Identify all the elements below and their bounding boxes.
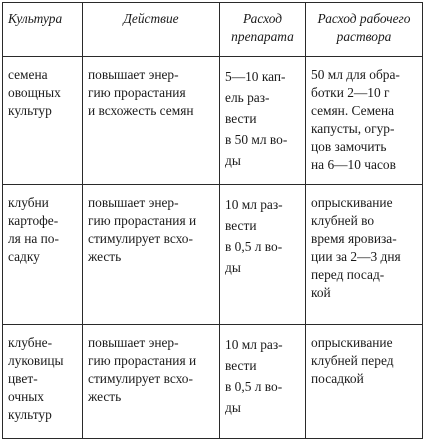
header-solution: Расход рабочего раствора	[306, 3, 423, 57]
table-row	[3, 185, 423, 325]
table-header-row	[3, 3, 423, 57]
cell-crop: клубни картофе- ля на по- садку	[3, 185, 83, 325]
preparation-usage-table	[2, 2, 423, 439]
cell-dose: 10 мл раз- вести в 0,5 л во- ды	[220, 185, 306, 325]
cell-action: повышает энер- гию прорастания и стимулирует всхо- жесть	[83, 185, 220, 325]
cell-crop: клубне- луковицы цвет- очных культур	[3, 325, 83, 439]
table-row	[3, 325, 423, 439]
header-crop: Культура	[3, 3, 83, 57]
cell-crop: семена овощных культур	[3, 57, 83, 185]
cell-action: повышает энер- гию прорастания и всхожесть семян	[83, 57, 220, 185]
cell-dose: 5—10 кап- ель раз- вести в 50 мл во- ды	[220, 57, 306, 185]
cell-action: повышает энер- гию прорастания и стимулирует всхо- жесть	[83, 325, 220, 439]
header-action: Действие	[83, 3, 220, 57]
cell-solution: опрыскивание клубней во время яровиза- ции за 2—3 дня перед посад- кой	[306, 185, 423, 325]
table-row	[3, 57, 423, 185]
cell-dose: 10 мл раз- вести в 0,5 л во- ды	[220, 325, 306, 439]
cell-solution: опрыскивание клубней перед посадкой	[306, 325, 423, 439]
cell-solution: 50 мл для обра- ботки 2—10 г семян. Семена капусты, огур- цов замочить на 6—10 часов	[306, 57, 423, 185]
header-dose: Расход препарата	[220, 3, 306, 57]
